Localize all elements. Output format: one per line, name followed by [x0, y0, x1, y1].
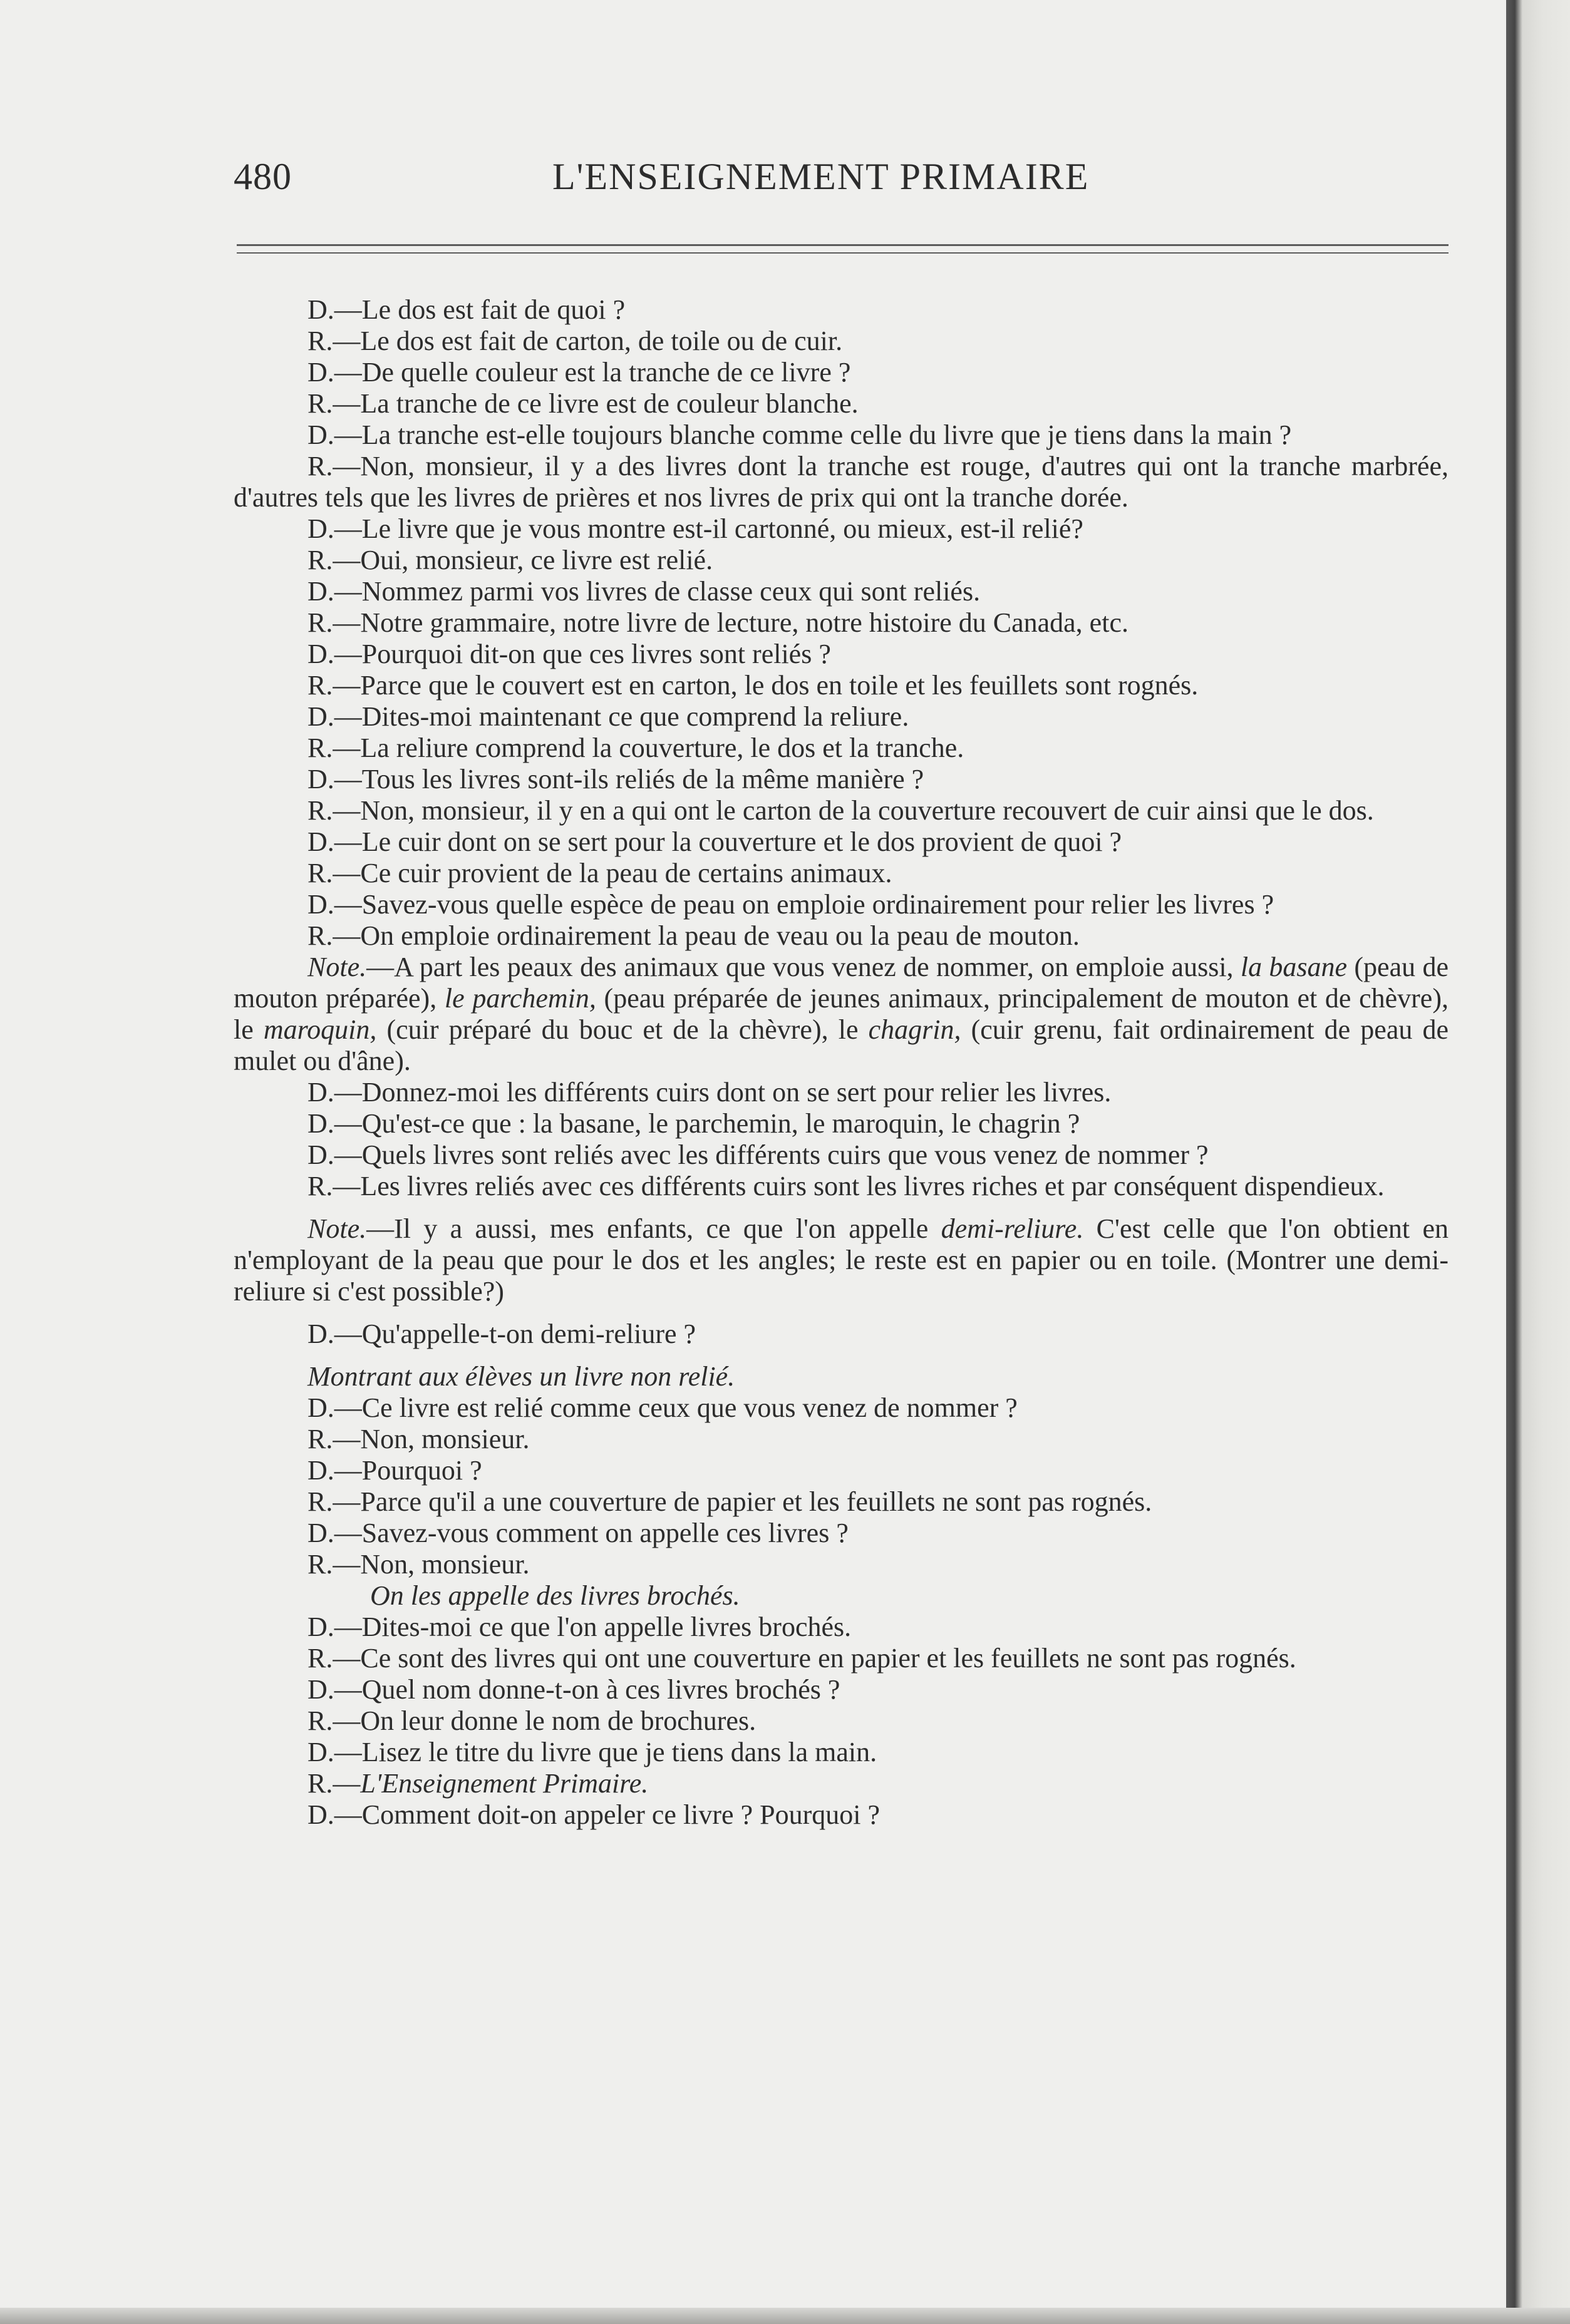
- line-text: Lisez le titre du livre que je tiens dans la main.: [361, 1737, 877, 1767]
- line-text: Non, monsieur, il y en a qui ont le carton de la couverture recouvert de cuir ainsi que le dos.: [360, 795, 1374, 826]
- line-text: Dites-moi ce que l'on appelle livres brochés.: [361, 1612, 852, 1642]
- dialogue-line: [234, 1392, 1449, 1424]
- line-text: L'Enseignement Primaire.: [360, 1768, 649, 1799]
- dialogue-line: [234, 733, 1449, 764]
- line-text: Ce sont des livres qui ont une couverture en papier et les feuillets ne sont pas rognés.: [360, 1643, 1296, 1674]
- line-text: Nommez parmi vos livres de classe ceux qui sont reliés.: [361, 576, 981, 607]
- line-text: Le livre que je vous montre est-il cartonné, ou mieux, est-il relié?: [361, 513, 1083, 544]
- line-text: On emploie ordinairement la peau de veau ou la peau de mouton.: [360, 920, 1080, 951]
- dialogue-line: [234, 670, 1449, 701]
- line-text: Qu'appelle-t-on demi-reliure ?: [361, 1319, 696, 1349]
- note-paragraph-2: [234, 1213, 1449, 1307]
- dialogue-line: [234, 388, 1449, 419]
- page-bottom-shadow: [0, 2308, 1570, 2324]
- line-text: De quelle couleur est la tranche de ce livre ?: [361, 357, 851, 388]
- dialogue-line: [234, 1737, 1449, 1768]
- speaker: D.—: [307, 1108, 362, 1139]
- dialogue-line: [234, 513, 1449, 545]
- note-text: (peau de mouton préparée),: [234, 952, 1449, 1014]
- dialogue-line: [234, 1077, 1449, 1108]
- dialogue-line: [234, 1612, 1449, 1643]
- note-term: demi-reliure.: [941, 1213, 1084, 1244]
- line-text: Non, monsieur, il y a des livres dont la tranche est rouge, d'autres qui ont la tranche marbrée, d'autres tels que les livres de prières et nos livres de prix qui ont la tranche dorée.: [234, 451, 1449, 513]
- speaker: D.—: [307, 764, 362, 794]
- speaker: R.—: [307, 1643, 361, 1674]
- line-text: Savez-vous quelle espèce de peau on emploie ordinairement pour relier les livres ?: [361, 889, 1274, 920]
- dialogue-line: [234, 1139, 1449, 1171]
- speaker: D.—: [307, 1319, 362, 1349]
- line-text: Savez-vous comment on appelle ces livres ?: [361, 1518, 849, 1548]
- speaker: D.—: [307, 889, 362, 920]
- speaker: R.—: [307, 545, 361, 575]
- speaker: R.—: [307, 733, 361, 763]
- line-text: Parce que le couvert est en carton, le dos en toile et les feuillets sont rognés.: [360, 670, 1199, 701]
- line-text: Comment doit-on appeler ce livre ? Pourquoi ?: [361, 1799, 880, 1830]
- speaker: D.—: [307, 701, 362, 732]
- stage-direction-text: Montrant aux élèves un livre non relié.: [307, 1361, 735, 1392]
- dialogue-line: [234, 419, 1449, 451]
- dialogue-line: [234, 576, 1449, 607]
- line-text: Le dos est fait de quoi ?: [361, 294, 626, 325]
- line-text: Parce qu'il a une couverture de papier et les feuillets ne sont pas rognés.: [360, 1486, 1152, 1517]
- note-text: —Il y a aussi, mes enfants, ce que l'on appelle: [366, 1213, 941, 1244]
- speaker: R.—: [307, 607, 361, 638]
- note-term: la basane: [1240, 952, 1348, 982]
- line-text: Ce livre est relié comme ceux que vous venez de nommer ?: [361, 1392, 1018, 1423]
- dialogue-line: [234, 451, 1449, 513]
- speaker: D.—: [307, 576, 362, 607]
- dialogue-line: [234, 920, 1449, 952]
- running-title: L'ENSEIGNEMENT PRIMAIRE: [552, 156, 1090, 197]
- title-answer: [234, 1768, 1449, 1799]
- dialogue-line: [234, 701, 1449, 733]
- line-text: Les livres reliés avec ces différents cuirs sont les livres riches et par conséquent dispendieux.: [360, 1171, 1385, 1201]
- line-text: Quel nom donne-t-on à ces livres brochés ?: [361, 1674, 840, 1705]
- line-text: La tranche de ce livre est de couleur blanche.: [360, 388, 859, 419]
- page-number: 480: [234, 156, 292, 197]
- dialogue-line: [234, 1643, 1449, 1674]
- header-rule-bottom: [237, 252, 1449, 254]
- dialogue-line: [234, 639, 1449, 670]
- dialogue-line: [234, 764, 1449, 795]
- body-text: [234, 294, 1449, 1831]
- dialogue-line: [234, 858, 1449, 889]
- note-text: (cuir préparé du bouc et de la chèvre), le: [376, 1014, 869, 1045]
- note-text: —A part les peaux des animaux que vous venez de nommer, on emploie aussi,: [366, 952, 1241, 982]
- speaker: D.—: [307, 357, 362, 388]
- speaker: R.—: [307, 326, 361, 356]
- speaker: R.—: [307, 670, 361, 701]
- line-text: Dites-moi maintenant ce que comprend la reliure.: [361, 701, 909, 732]
- stage-direction: [234, 1361, 1449, 1392]
- speaker: R.—: [307, 795, 361, 826]
- speaker: R.—: [307, 451, 361, 481]
- note-text: C'est celle que l'on obtient en n'employant de la peau que pour le dos et les angles; le reste est en papier ou en toile. (Montrer une demi-reliure si c'est possible?): [234, 1213, 1449, 1307]
- dialogue-line: [234, 1171, 1449, 1202]
- speaker: R.—: [307, 1768, 361, 1799]
- speaker: R.—: [307, 920, 361, 951]
- speaker: D.—: [307, 1518, 362, 1548]
- italic-answer-text: On les appelle des livres brochés.: [370, 1580, 740, 1611]
- speaker: R.—: [307, 1171, 361, 1201]
- line-text: Oui, monsieur, ce livre est relié.: [360, 545, 713, 575]
- speaker: D.—: [307, 1799, 362, 1830]
- note-text: (cuir grenu, fait ordinairement de peau de mulet ou d'âne).: [234, 1014, 1449, 1076]
- line-text: Ce cuir provient de la peau de certains animaux.: [360, 858, 892, 888]
- dialogue-line: [234, 326, 1449, 357]
- note-label: Note.: [307, 1213, 367, 1244]
- dialogue-line: [234, 795, 1449, 826]
- line-text: Pourquoi ?: [361, 1455, 482, 1486]
- speaker: D.—: [307, 1737, 362, 1767]
- speaker: R.—: [307, 1549, 361, 1580]
- dialogue-line: [234, 357, 1449, 388]
- dialogue-line: [234, 545, 1449, 576]
- dialogue-line: [234, 1424, 1449, 1455]
- line-text: La reliure comprend la couverture, le dos et la tranche.: [360, 733, 964, 763]
- line-text: Tous les livres sont-ils reliés de la même manière ?: [361, 764, 924, 794]
- header-rule-top: [237, 244, 1449, 246]
- dialogue-line: [234, 826, 1449, 858]
- speaker: D.—: [307, 294, 362, 325]
- line-text: Qu'est-ce que : la basane, le parchemin, le maroquin, le chagrin ?: [361, 1108, 1080, 1139]
- line-text: Donnez-moi les différents cuirs dont on se sert pour relier les livres.: [361, 1077, 1112, 1108]
- speaker: D.—: [307, 639, 362, 669]
- dialogue-line: [234, 1674, 1449, 1705]
- speaker: R.—: [307, 388, 361, 419]
- note-label: Note.: [307, 952, 367, 982]
- dialogue-line: [234, 294, 1449, 326]
- speaker: R.—: [307, 1705, 361, 1736]
- speaker: D.—: [307, 1612, 362, 1642]
- dialogue-line: [234, 1705, 1449, 1737]
- line-text: Le cuir dont on se sert pour la couverture et le dos provient de quoi ?: [361, 826, 1122, 857]
- dialogue-line: [234, 1455, 1449, 1486]
- line-text: On leur donne le nom de brochures.: [360, 1705, 757, 1736]
- note-term: le parchemin,: [444, 983, 596, 1014]
- note-text: (peau préparée de jeunes animaux, principalement de mouton et de chèvre), le: [234, 983, 1449, 1045]
- dialogue-line: [234, 1549, 1449, 1580]
- dialogue-line: [234, 607, 1449, 639]
- line-text: Le dos est fait de carton, de toile ou de cuir.: [360, 326, 843, 356]
- speaker: R.—: [307, 1486, 361, 1517]
- dialogue-line: [234, 1486, 1449, 1518]
- last-question: [234, 1799, 1449, 1831]
- dialogue-block-3: [234, 1392, 1449, 1580]
- note-term: chagrin,: [868, 1014, 961, 1045]
- line-text: Notre grammaire, notre livre de lecture, notre histoire du Canada, etc.: [360, 607, 1128, 638]
- speaker: D.—: [307, 1455, 362, 1486]
- speaker: D.—: [307, 1392, 362, 1423]
- speaker: D.—: [307, 1139, 362, 1170]
- dialogue-line: [234, 889, 1449, 920]
- dialogue-line: [234, 1108, 1449, 1139]
- note-paragraph-1: [234, 952, 1449, 1077]
- speaker: D.—: [307, 1077, 362, 1108]
- speaker: D.—: [307, 1674, 362, 1705]
- dialogue-block-2: [234, 1077, 1449, 1202]
- speaker: R.—: [307, 858, 361, 888]
- line-text: Non, monsieur.: [360, 1424, 530, 1454]
- dialogue-block-1: [234, 294, 1449, 952]
- speaker: R.—: [307, 1424, 361, 1454]
- question-demi-reliure: [234, 1319, 1449, 1350]
- italic-answer: [234, 1580, 1449, 1612]
- line-text: Quels livres sont reliés avec les différents cuirs que vous venez de nommer ?: [361, 1139, 1209, 1170]
- line-text: Pourquoi dit-on que ces livres sont reliés ?: [361, 639, 831, 669]
- speaker: D.—: [307, 513, 362, 544]
- page-edge-shadow: [1506, 0, 1570, 2324]
- note-term: maroquin,: [263, 1014, 377, 1045]
- speaker: D.—: [307, 826, 362, 857]
- dialogue-line: [234, 1518, 1449, 1549]
- speaker: D.—: [307, 419, 362, 450]
- line-text: La tranche est-elle toujours blanche comme celle du livre que je tiens dans la main ?: [361, 419, 1292, 450]
- line-text: Non, monsieur.: [360, 1549, 530, 1580]
- dialogue-block-4: [234, 1612, 1449, 1768]
